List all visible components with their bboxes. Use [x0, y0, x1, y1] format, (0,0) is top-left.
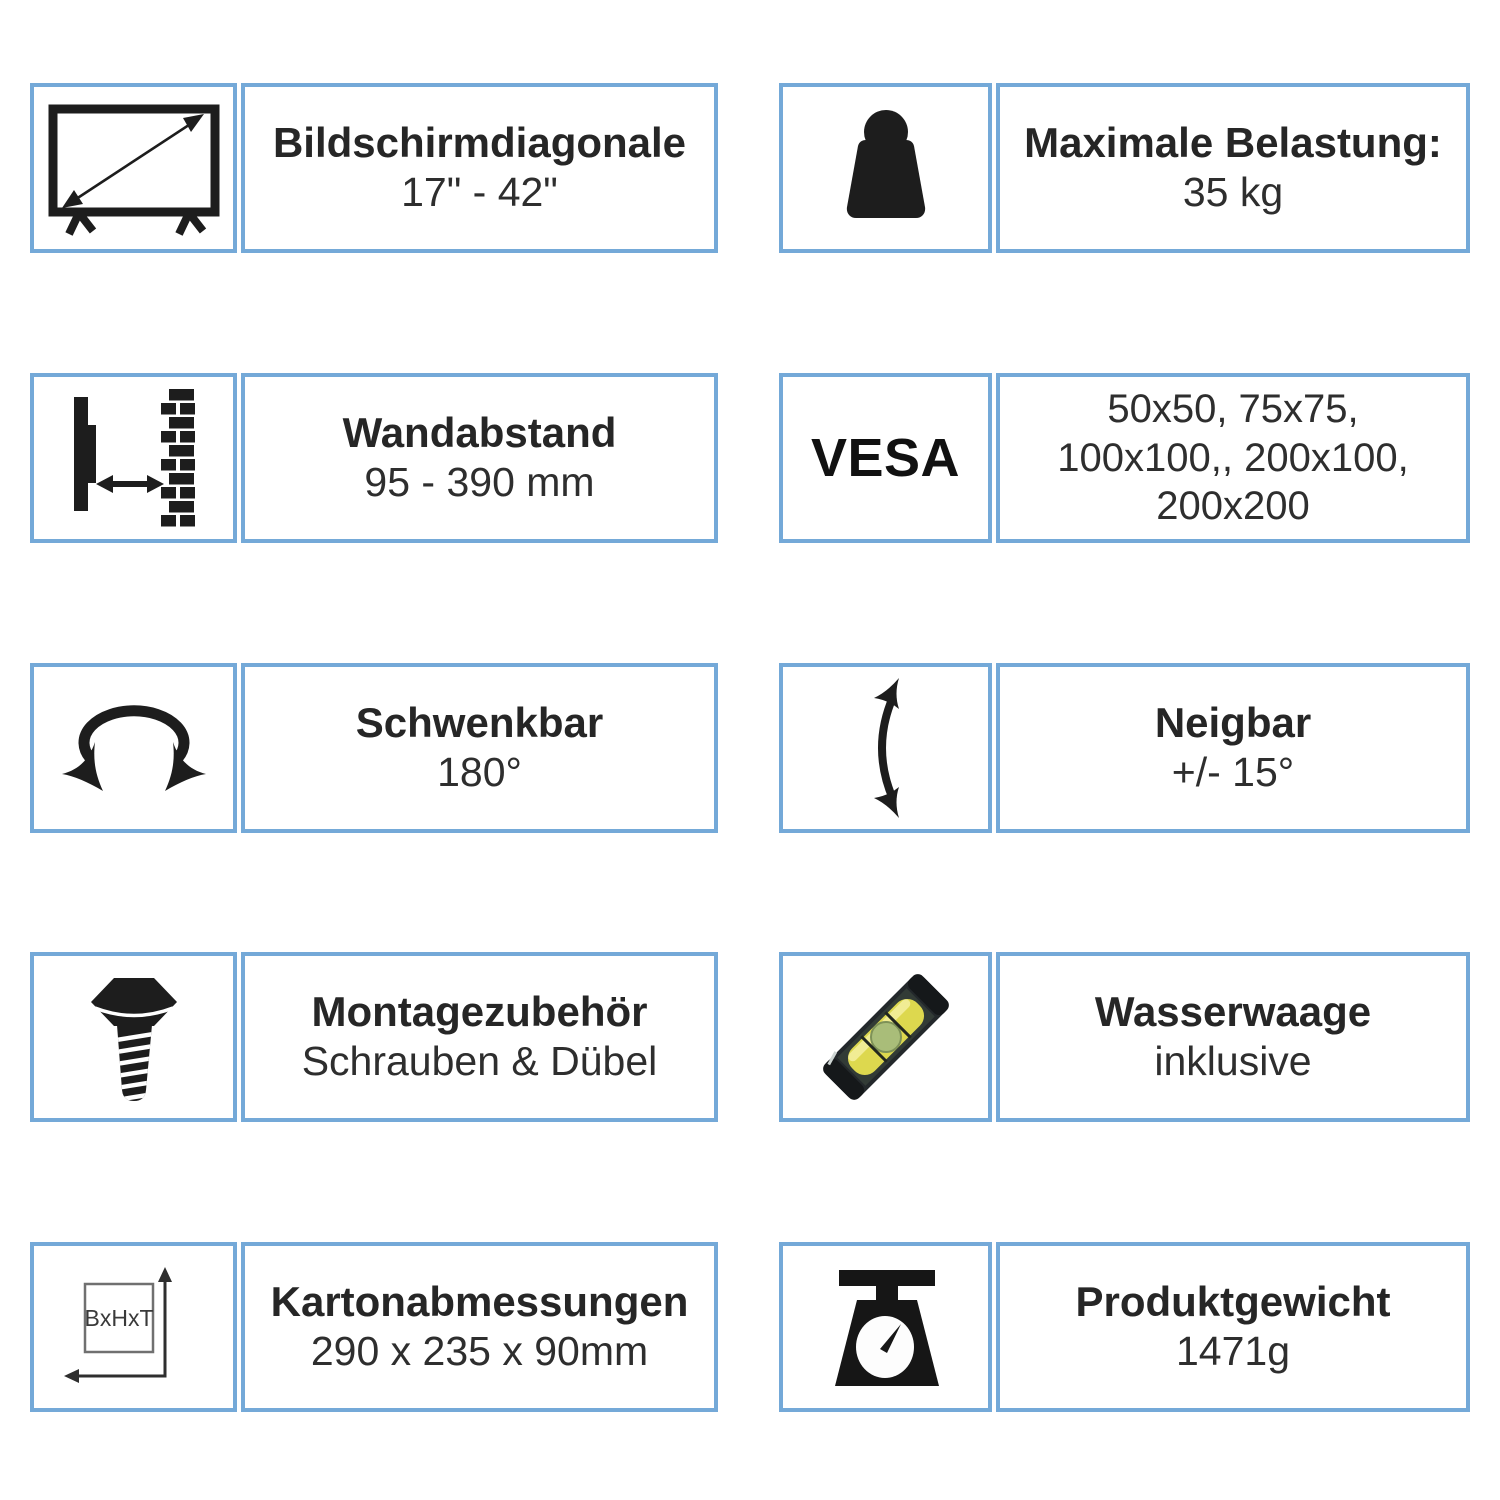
weight-text-box [996, 83, 1470, 253]
spec-title: Neigbar [1154, 699, 1312, 747]
spec-value: 200x200 [1156, 484, 1310, 529]
box-dimensions-text-box [241, 1242, 718, 1412]
spirit-level-icon [810, 961, 962, 1113]
spec-value: 180° [437, 749, 522, 796]
screw-icon [80, 963, 188, 1111]
swivel-arrow-text-box [241, 663, 718, 833]
tv-diagonal-icon [46, 100, 222, 236]
screw-icon-box [30, 952, 237, 1122]
spec-value: 50x50, 75x75, [1107, 386, 1359, 431]
weight-icon-box [779, 83, 992, 253]
spec-value: +/- 15° [1171, 749, 1295, 796]
spec-title: Montagezubehör [311, 988, 648, 1036]
swivel-arrow-icon [54, 692, 214, 804]
swivel-arrow-icon-box [30, 663, 237, 833]
spirit-level-text-box [996, 952, 1470, 1122]
wall-distance-text-box [241, 373, 718, 543]
vesa-icon-box [779, 373, 992, 543]
spec-value: Schrauben & Dübel [301, 1038, 658, 1085]
spec-value: 95 - 390 mm [364, 459, 595, 506]
spec-value: inklusive [1154, 1038, 1312, 1085]
kitchen-scale-icon [818, 1262, 954, 1392]
tilt-arrow-text-box [996, 663, 1470, 833]
spec-value: 1471g [1175, 1328, 1290, 1375]
spec-cell-spirit-level [779, 952, 1470, 1122]
spec-cell-tv-diagonal [30, 83, 718, 253]
spec-value: 17" - 42" [401, 169, 558, 216]
tv-diagonal-icon-box [30, 83, 237, 253]
spec-title: Maximale Belastung: [1024, 119, 1442, 167]
spec-title: Kartonabmessungen [270, 1278, 689, 1326]
spec-cell-weight [779, 83, 1470, 253]
kitchen-scale-icon-box [779, 1242, 992, 1412]
box-dimensions-icon [59, 1252, 209, 1402]
box-dimensions-label: BxHxT [84, 1305, 153, 1331]
vesa-text-box [996, 373, 1470, 543]
spec-cell-vesa [779, 373, 1470, 543]
wall-distance-icon [54, 387, 214, 529]
spec-cell-screw [30, 952, 718, 1122]
kitchen-scale-text-box [996, 1242, 1470, 1412]
spec-value: 100x100,, 200x100, [1057, 435, 1409, 480]
spirit-level-icon-box [779, 952, 992, 1122]
wall-distance-icon-box [30, 373, 237, 543]
spec-title: Bildschirmdiagonale [272, 119, 687, 167]
spec-value: 290 x 235 x 90mm [310, 1328, 649, 1375]
tv-diagonal-text-box [241, 83, 718, 253]
spec-title: Wandabstand [342, 409, 617, 457]
spec-title: Wasserwaage [1094, 988, 1372, 1036]
spec-value: 35 kg [1182, 169, 1284, 216]
spec-cell-kitchen-scale [779, 1242, 1470, 1412]
spec-title: Produktgewicht [1075, 1278, 1391, 1326]
tilt-arrow-icon [850, 673, 922, 823]
spec-cell-box-dimensions [30, 1242, 718, 1412]
weight-icon [825, 105, 947, 231]
tilt-arrow-icon-box [779, 663, 992, 833]
spec-cell-swivel-arrow [30, 663, 718, 833]
screw-text-box [241, 952, 718, 1122]
box-dimensions-icon-box [30, 1242, 237, 1412]
spec-cell-wall-distance [30, 373, 718, 543]
spec-cell-tilt-arrow [779, 663, 1470, 833]
vesa-label: VESA [810, 428, 961, 488]
spec-title: Schwenkbar [355, 699, 604, 747]
